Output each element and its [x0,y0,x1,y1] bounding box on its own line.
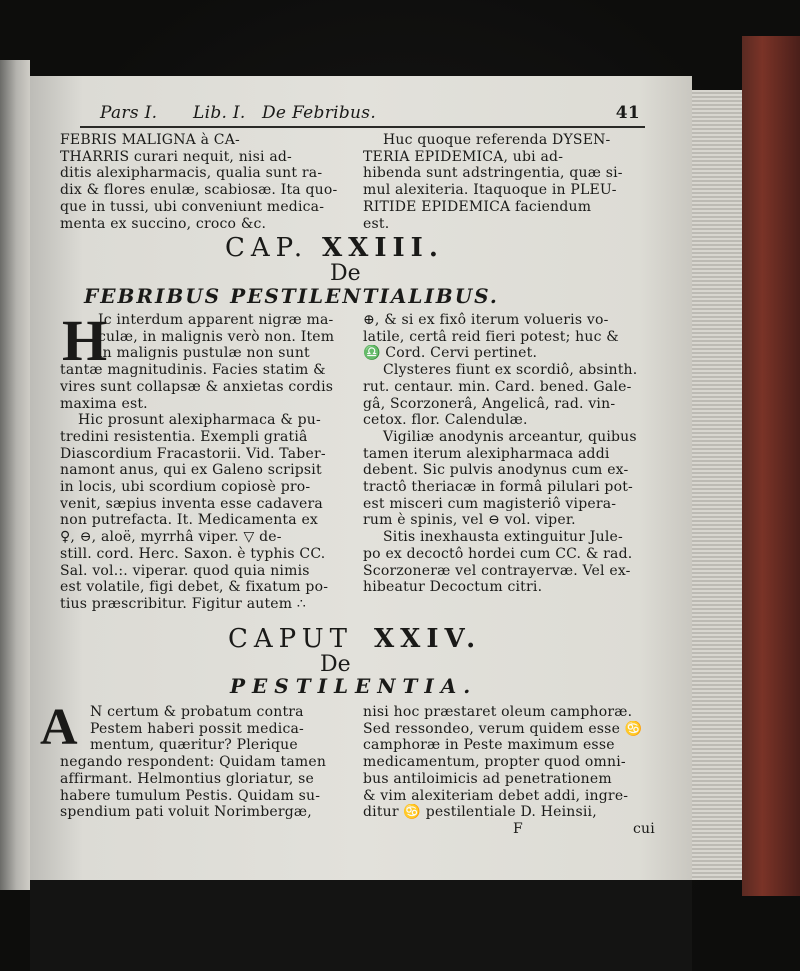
chapter-de: De [320,652,351,677]
text-line: hibenda sunt adstringentia, quæ si- [363,165,623,182]
text-line: dix & flores enulæ, scabiosæ. Ita quo- [60,182,338,199]
text-line: menta ex succino, croco &c. [60,215,267,232]
text-line: tantæ magnitudinis. Facies statim & [60,362,326,379]
text-line: latile, certâ reid fieri potest; huc & [363,328,619,345]
text-line: ditur ♋ pestilentiale D. Heinsii, [363,804,597,821]
text-line: vires sunt collapsæ & anxietas cordis [60,378,334,395]
text-line: ⊕, & si ex fixô iterum volueris vo- [363,312,609,328]
text-line: maxima est. [60,395,148,412]
header-rule [80,126,645,128]
text-line: Hic prosunt alexipharmaca & pu- [78,412,321,429]
text-line: Scorzoneræ vel contrayervæ. Vel ex- [363,562,631,579]
adjacent-page-edge [0,60,30,890]
chapter-title: PESTILENTIA. [230,674,478,698]
text-line: still. cord. Herc. Saxon. è typhis CC. [60,545,326,562]
text-line: est misceri cum magisteriô vipera- [363,495,617,512]
text-line: tredini resistentia. Exempli gratiâ [60,428,308,445]
text-line: negando respondent: Quidam tamen [60,754,327,771]
text-line: po ex decoctô hordei cum CC. & rad. [363,545,633,562]
text-line: & vim alexiteriam debet addi, ingre- [363,787,629,804]
page-block-edges [690,90,742,880]
text-line: ditis alexipharmacis, qualia sunt ra- [60,165,323,182]
book-cover-edge [742,36,800,896]
running-header [100,103,640,125]
text-line: camphoræ in Peste maximum esse [363,737,615,754]
text-line: bus antiloimicis ad penetrationem [363,770,612,787]
text-line: namont anus, qui ex Galeno scripsit [60,462,322,479]
page-number: 41 [615,103,640,123]
text-line: FEBRIS MALIGNA à CA- [60,132,240,148]
drop-capital: A [40,699,78,756]
drop-capital: H [62,308,108,373]
text-line: rum è spinis, vel ⊖ vol. viper. [363,512,576,529]
top-left-paragraph [60,132,350,232]
chapter1-left-column [60,308,350,613]
text-line: in locis, ubi scordium copiosè pro- [60,479,311,496]
header-topic: De Febribus. [262,103,377,123]
chapter-label: CAP. [225,233,309,263]
text-line: tamen iterum alexipharmaca addi [363,445,610,462]
text-line: rut. centaur. min. Card. bened. Gale- [363,378,632,395]
chapter2-left-column [60,704,350,821]
chapter-number: XXIII. [322,233,444,263]
text-line: nisi hoc præstaret oleum camphoræ. [363,704,633,720]
text-line: hibeatur Decoctum citri. [363,579,543,596]
text-line: mentum, quæritur? Plerique [90,737,298,754]
text-line: in malignis pustulæ non sunt [98,345,310,362]
text-line: habere tumulum Pestis. Quidam su- [60,787,321,804]
text-line: debent. Sic pulvis anodynus cum ex- [363,462,629,479]
text-line: ♎ Cord. Cervi pertinet. [363,345,538,362]
chapter-title: FEBRIBUS PESTILENTIALIBUS. [84,284,499,308]
chapter2-right-column [363,704,663,838]
text-line: ♀, ⊖, aloë, myrrhâ viper. ▽ de- [60,529,282,546]
text-line: Huc quoque referenda DYSEN- [383,132,611,148]
text-line: gâ, Scorzonerâ, Angelicâ, rad. vin- [363,395,616,412]
text-line: spendium pati voluit Norimbergæ, [60,804,312,821]
text-line: tractô theriacæ in formâ pilulari pot- [363,479,633,496]
text-line: medicamentum, propter quod omni- [363,754,626,771]
text-line: Vigiliæ anodynis arceantur, quibus [383,428,637,445]
text-line: mul alexiteria. Itaquoque in PLEU- [363,182,617,199]
text-line: THARRIS curari nequit, nisi ad- [60,148,292,165]
chapter1-right-column [363,312,663,596]
text-line: TERIA EPIDEMICA, ubi ad- [363,148,564,165]
text-line: est volatile, figi debet, & fixatum po- [60,579,329,596]
text-line: Sal. vol.:. viperar. quod quia nimis [60,562,310,579]
book-page [30,76,692,896]
text-line: Clysteres fiunt ex scordiô, absinth. [383,362,638,379]
text-line: Pestem haberi possit medica- [90,720,304,737]
text-line: Ic interdum apparent nigræ ma- [98,312,334,328]
header-book: Lib. I. [193,103,246,123]
text-line: est. [363,215,390,232]
signature-mark: F [513,820,523,837]
text-line: venit, sæpius inventa esse cadavera [60,495,323,512]
chapter-number: XXIV. [374,624,482,654]
text-line: N certum & probatum contra [90,704,304,720]
text-line: non putrefacta. It. Medicamenta ex [60,512,319,529]
text-line: Sitis inexhausta extinguitur Jule- [383,529,623,546]
top-right-paragraph [363,132,663,232]
text-line: que in tussi, ubi conveniunt medica- [60,198,325,215]
chapter-de: De [330,261,361,286]
text-line: tius præscribitur. Figitur autem ∴ [60,595,307,612]
text-line: cetox. flor. Calendulæ. [363,412,528,429]
catchword: cui [633,820,655,837]
text-line: Diascordium Fracastorii. Vid. Taber- [60,445,326,462]
scan-bottom-shadow [30,880,692,971]
text-line: Sed ressondeo, verum quidem esse ♋ [363,720,643,737]
text-line: affirmant. Helmontius gloriatur, se [60,770,315,787]
chapter-label: CAPUT [228,624,353,654]
header-part: Pars I. [100,103,158,123]
text-line: RITIDE EPIDEMICA faciendum [363,198,592,215]
text-line: culæ, in malignis verò non. Item [98,328,335,345]
